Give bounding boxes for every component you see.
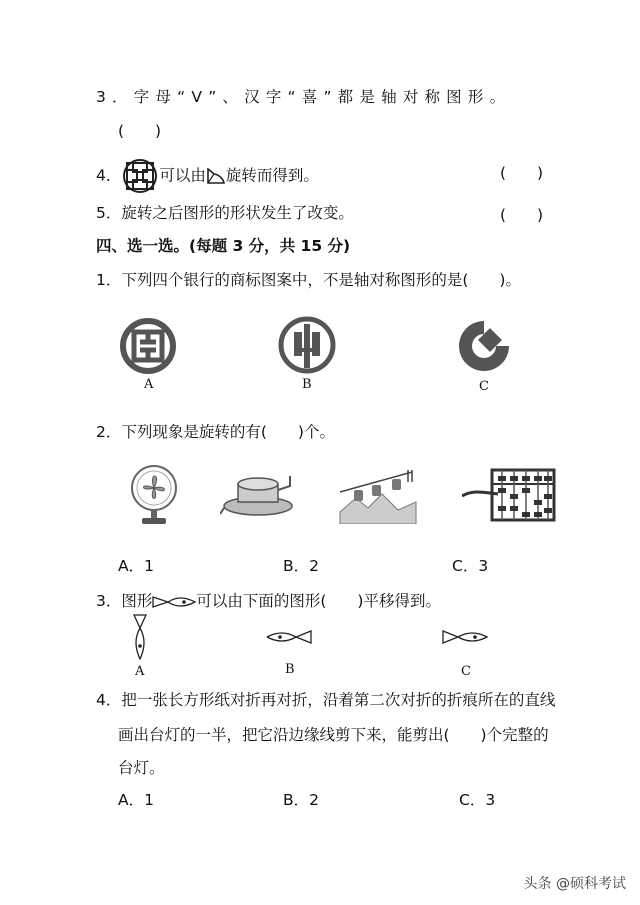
bank-logo-b-icon[interactable] [278,316,336,374]
fish-left-option-b-icon[interactable] [266,630,312,644]
fish-vertical-option-a-icon[interactable] [132,614,148,660]
choice-q3-label-c: C [461,664,471,679]
judge-q4-number: 4． [96,166,122,185]
choice-q3-text [96,590,441,612]
choice-q4-option-a[interactable]: A．1 [118,791,154,809]
judge-q5-text: 5．旋转之后图形的形状发生了改变。 [96,204,354,222]
choice-q4-line1: 4．把一张长方形纸对折再对折，沿着第二次对折的折痕所在的直线 [96,691,556,709]
fish-right-option-c-icon[interactable] [442,630,488,644]
choice-q2-option-a[interactable]: A．1 [118,557,154,575]
choice-q3-label-b: B [285,662,295,677]
choice-q3-pre: 3．图形 [96,592,153,610]
judge-q4-end: 旋转而得到。 [225,166,319,185]
judge-q4-text [96,158,319,194]
fish-shape-icon [152,595,196,609]
judge-q4-mid: 可以由 [159,166,206,185]
judge-q3-answer-paren[interactable]: ( ) [118,122,162,140]
bank-logo-a-icon[interactable] [120,318,176,374]
choice-q1-label-a: A [144,377,154,392]
judge-q4-answer-paren[interactable]: ( ) [500,164,544,182]
choice-q2-option-b[interactable]: B．2 [283,557,319,575]
lattice-pattern-icon [121,158,159,194]
choice-q2-text: 2．下列现象是旋转的有( )个。 [96,423,335,441]
choice-q4-option-c[interactable]: C．3 [459,791,496,809]
choice-q3-label-a: A [135,664,145,679]
bank-logo-c-icon[interactable] [456,318,512,374]
choice-q4-option-b[interactable]: B．2 [283,791,319,809]
choice-q1-text: 1．下列四个银行的商标图案中，不是轴对称图形的是( )。 [96,271,521,289]
choice-q1-label-c: C [479,379,489,394]
watermark: 头条 @硕科考试 [523,876,626,892]
stone-mill-icon [220,468,300,518]
choice-q2-option-c[interactable]: C．3 [452,557,489,575]
cable-car-icon [338,468,418,524]
choice-q3-post: 可以由下面的图形( )平移得到。 [196,592,441,610]
quarter-shape-icon [206,168,226,184]
section-four-title: 四、选一选。(每题 3 分，共 15 分) [96,237,351,255]
electric-fan-icon [128,464,180,526]
choice-q4-line2: 画出台灯的一半，把它沿边缘线剪下来，能剪出( )个完整的 [118,726,549,744]
judge-q5-answer-paren[interactable]: ( ) [500,206,544,224]
choice-q1-label-b: B [302,377,312,392]
choice-q4-line3: 台灯。 [118,759,165,777]
judge-q3-text: 3．字母“V”、汉字“喜”都是轴对称图形。 [96,88,512,106]
abacus-icon [462,468,556,522]
